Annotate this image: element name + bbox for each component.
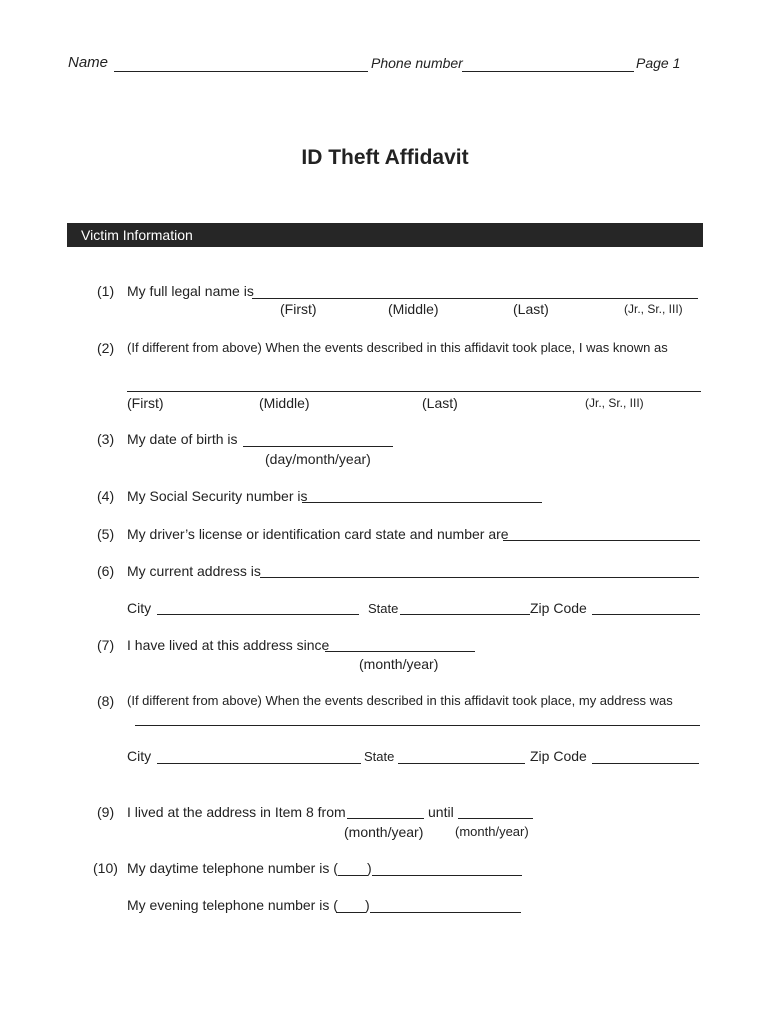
section-header <box>67 223 703 247</box>
full-legal-name-field[interactable] <box>252 298 698 299</box>
evening-phone-field[interactable] <box>370 912 521 913</box>
item-label: My driver’s license or identification card state and number are <box>127 526 509 542</box>
sublabel-middle: (Middle) <box>259 395 310 411</box>
license-field[interactable] <box>503 540 700 541</box>
date-of-birth-field[interactable] <box>243 446 393 447</box>
item-label: My full legal name is <box>127 283 254 299</box>
state-field[interactable] <box>398 763 525 764</box>
item-label: I have lived at this address since <box>127 637 330 653</box>
former-address-field[interactable] <box>135 725 700 726</box>
city-field[interactable] <box>157 763 361 764</box>
current-address-field[interactable] <box>260 577 699 578</box>
paren-close: ) <box>365 897 370 913</box>
zip-label: Zip Code <box>530 600 587 616</box>
ssn-field[interactable] <box>302 502 542 503</box>
evening-area-code-field[interactable] <box>336 912 366 913</box>
sublabel-format: (month/year) <box>344 824 424 840</box>
city-label: City <box>127 748 152 764</box>
state-label: State <box>364 749 395 764</box>
zip-label: Zip Code <box>530 748 587 764</box>
item-number: (1) <box>97 283 115 299</box>
sublabel-format: (day/month/year) <box>265 451 371 467</box>
city-field[interactable] <box>157 614 359 615</box>
sublabel-suffix: (Jr., Sr., III) <box>624 302 683 316</box>
item-number: (7) <box>97 637 115 653</box>
name-label: Name <box>68 54 109 71</box>
item-label: My Social Security number is <box>127 488 308 504</box>
paren-close: ) <box>367 860 372 876</box>
daytime-area-code-field[interactable] <box>338 875 368 876</box>
item-number: (8) <box>97 693 115 709</box>
sublabel-format: (month/year) <box>455 824 529 839</box>
sublabel-middle: (Middle) <box>388 301 439 317</box>
sublabel-first: (First) <box>127 395 164 411</box>
item-label: My daytime telephone number is ( <box>127 860 338 876</box>
sublabel-last: (Last) <box>422 395 458 411</box>
since-field[interactable] <box>325 651 475 652</box>
page-title: ID Theft Affidavit <box>301 146 469 169</box>
phone-label: Phone number <box>371 55 463 71</box>
page-number: Page 1 <box>636 55 681 71</box>
former-name-field[interactable] <box>127 391 701 392</box>
item-number: (6) <box>97 563 115 579</box>
zip-field[interactable] <box>592 614 700 615</box>
from-date-field[interactable] <box>347 818 424 819</box>
item-number: (5) <box>97 526 115 542</box>
sublabel-last: (Last) <box>513 301 549 317</box>
phone-field[interactable] <box>462 71 634 72</box>
state-label: State <box>368 601 399 616</box>
sublabel-format: (month/year) <box>359 656 439 672</box>
item-label: My evening telephone number is ( <box>127 897 338 913</box>
item-number: (4) <box>97 488 115 504</box>
item-label: I lived at the address in Item 8 from <box>127 804 346 820</box>
item-label: My date of birth is <box>127 431 238 447</box>
zip-field[interactable] <box>592 763 699 764</box>
until-date-field[interactable] <box>458 818 533 819</box>
sublabel-suffix: (Jr., Sr., III) <box>585 396 644 410</box>
daytime-phone-field[interactable] <box>372 875 522 876</box>
item-number: (9) <box>97 804 115 820</box>
state-field[interactable] <box>400 614 530 615</box>
item-label: My current address is <box>127 563 261 579</box>
item-label: (If different from above) When the events described in this affidavit took place, I was known as <box>127 340 668 355</box>
name-field[interactable] <box>114 71 368 72</box>
until-label: until <box>428 804 454 820</box>
sublabel-first: (First) <box>280 301 317 317</box>
city-label: City <box>127 600 152 616</box>
item-number: (2) <box>97 340 115 356</box>
item-label: (If different from above) When the events described in this affidavit took place, my address was <box>127 693 673 708</box>
section-title: Victim Information <box>81 227 193 243</box>
item-number: (10) <box>93 860 118 876</box>
item-number: (3) <box>97 431 115 447</box>
